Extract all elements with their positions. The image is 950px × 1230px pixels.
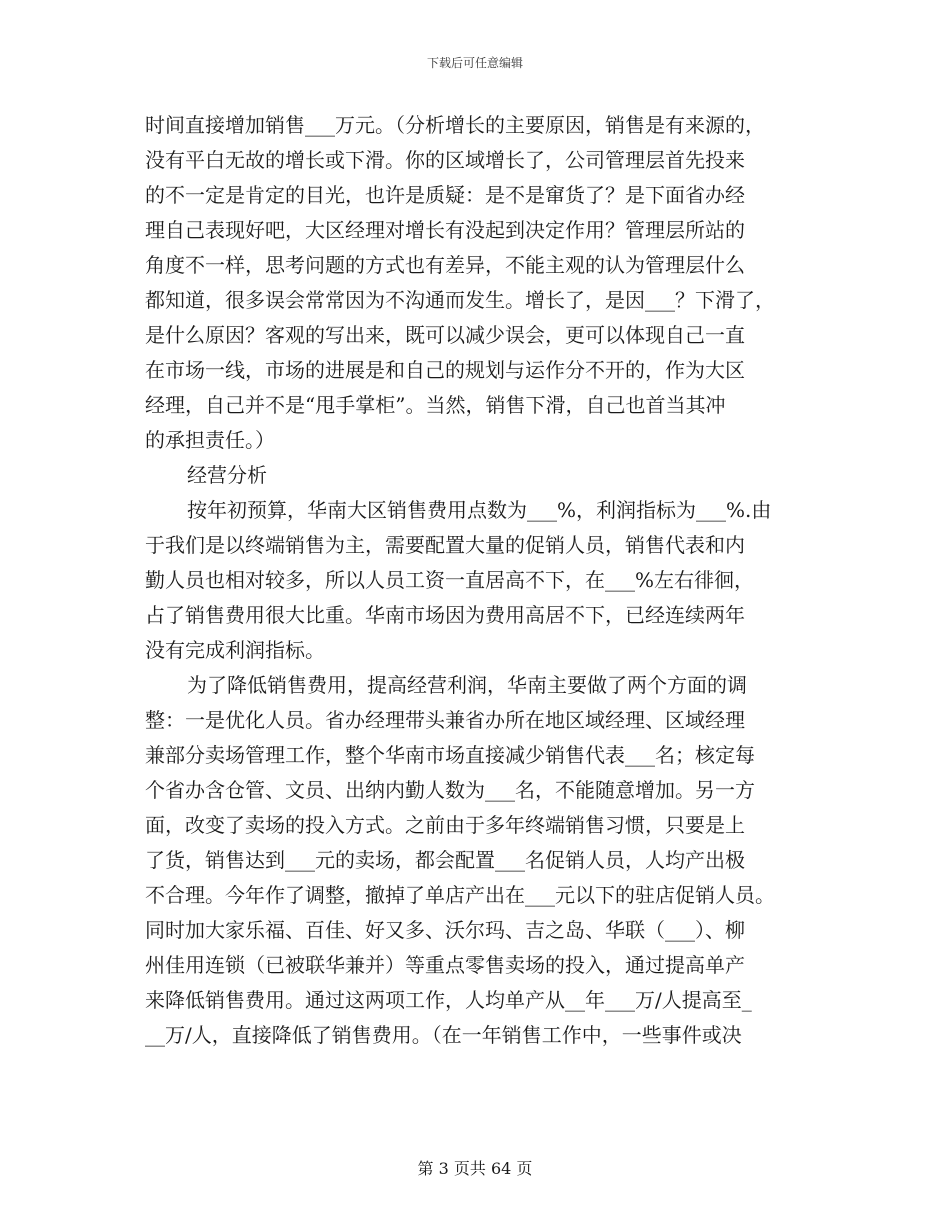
paragraph-line: 于我们是以终端销售为主，需要配置大量的促销人员，销售代表和内	[145, 533, 745, 557]
section-heading: 经营分析	[187, 463, 267, 487]
paragraph-line: 角度不一样，思考问题的方式也有差异，不能主观的认为管理层什么	[145, 253, 745, 277]
page-footer: 第 3 页共 64 页	[417, 1159, 533, 1178]
paragraph-line: 来降低销售费用。通过这两项工作，人均单产从__年___万/人提高至_	[145, 988, 752, 1012]
paragraph-line: 理自己表现好吧，大区经理对增长有没起到决定作用？管理层所站的	[145, 218, 745, 242]
paragraph-line: 占了销售费用很大比重。华南市场因为费用高居不下，已经连续两年	[145, 603, 745, 627]
document-body	[145, 108, 810, 1053]
paragraph-line: 勤人员也相对较多，所以人员工资一直居高不下，在___%左右徘徊，	[145, 568, 755, 592]
paragraph-line: 经理，自己并不是“甩手掌柜”。当然，销售下滑，自己也首当其冲	[145, 393, 726, 417]
paragraph-line: 为了降低销售费用，提高经营利润，华南主要做了两个方面的调	[187, 673, 747, 697]
paragraph-line: __万/人，直接降低了销售费用。（在一年销售工作中，一些事件或决	[145, 1023, 742, 1047]
paragraph-line: 面，改变了卖场的投入方式。之前由于多年终端销售习惯，只要是上	[145, 813, 745, 837]
paragraph-line: 州佳用连锁（已被联华兼并）等重点零售卖场的投入，通过提高单产	[145, 953, 745, 977]
paragraph-line: 的不一定是肯定的目光，也许是质疑：是不是窜货了？是下面省办经	[145, 183, 745, 207]
paragraph-line: 是什么原因？客观的写出来，既可以减少误会，更可以体现自己一直	[145, 323, 745, 347]
paragraph-line: 个省办含仓管、文员、出纳内勤人数为___名，不能随意增加。另一方	[145, 778, 755, 802]
paragraph-line: 了货，销售达到___元的卖场，都会配置___名促销人员，人均产出极	[145, 848, 745, 872]
paragraph-line: 按年初预算，华南大区销售费用点数为___%，利润指标为___%.由	[187, 498, 772, 522]
paragraph-line: 同时加大家乐福、百佳、好又多、沃尔玛、吉之岛、华联（___）、柳	[145, 918, 745, 942]
paragraph-line: 都知道，很多误会常常因为不沟通而发生。增长了，是因___？下滑了，	[145, 288, 775, 312]
paragraph-line: 没有平白无故的增长或下滑。你的区域增长了，公司管理层首先投来	[145, 148, 745, 172]
page-header: 下载后可任意编辑	[426, 56, 523, 70]
paragraph-line: 不合理。今年作了调整，撤掉了单店产出在___元以下的驻店促销人员。	[145, 883, 775, 907]
paragraph-line: 没有完成利润指标。	[145, 638, 325, 662]
paragraph-line: 整：一是优化人员。省办经理带头兼省办所在地区域经理、区域经理	[145, 708, 745, 732]
paragraph-line: 的承担责任。）	[145, 428, 275, 452]
paragraph-line: 在市场一线，市场的进展是和自己的规划与运作分不开的，作为大区	[145, 358, 745, 382]
paragraph-line: 时间直接增加销售___万元。（分析增长的主要原因，销售是有来源的，	[145, 113, 765, 137]
paragraph-line: 兼部分卖场管理工作，整个华南市场直接减少销售代表___名；核定每	[145, 743, 755, 767]
